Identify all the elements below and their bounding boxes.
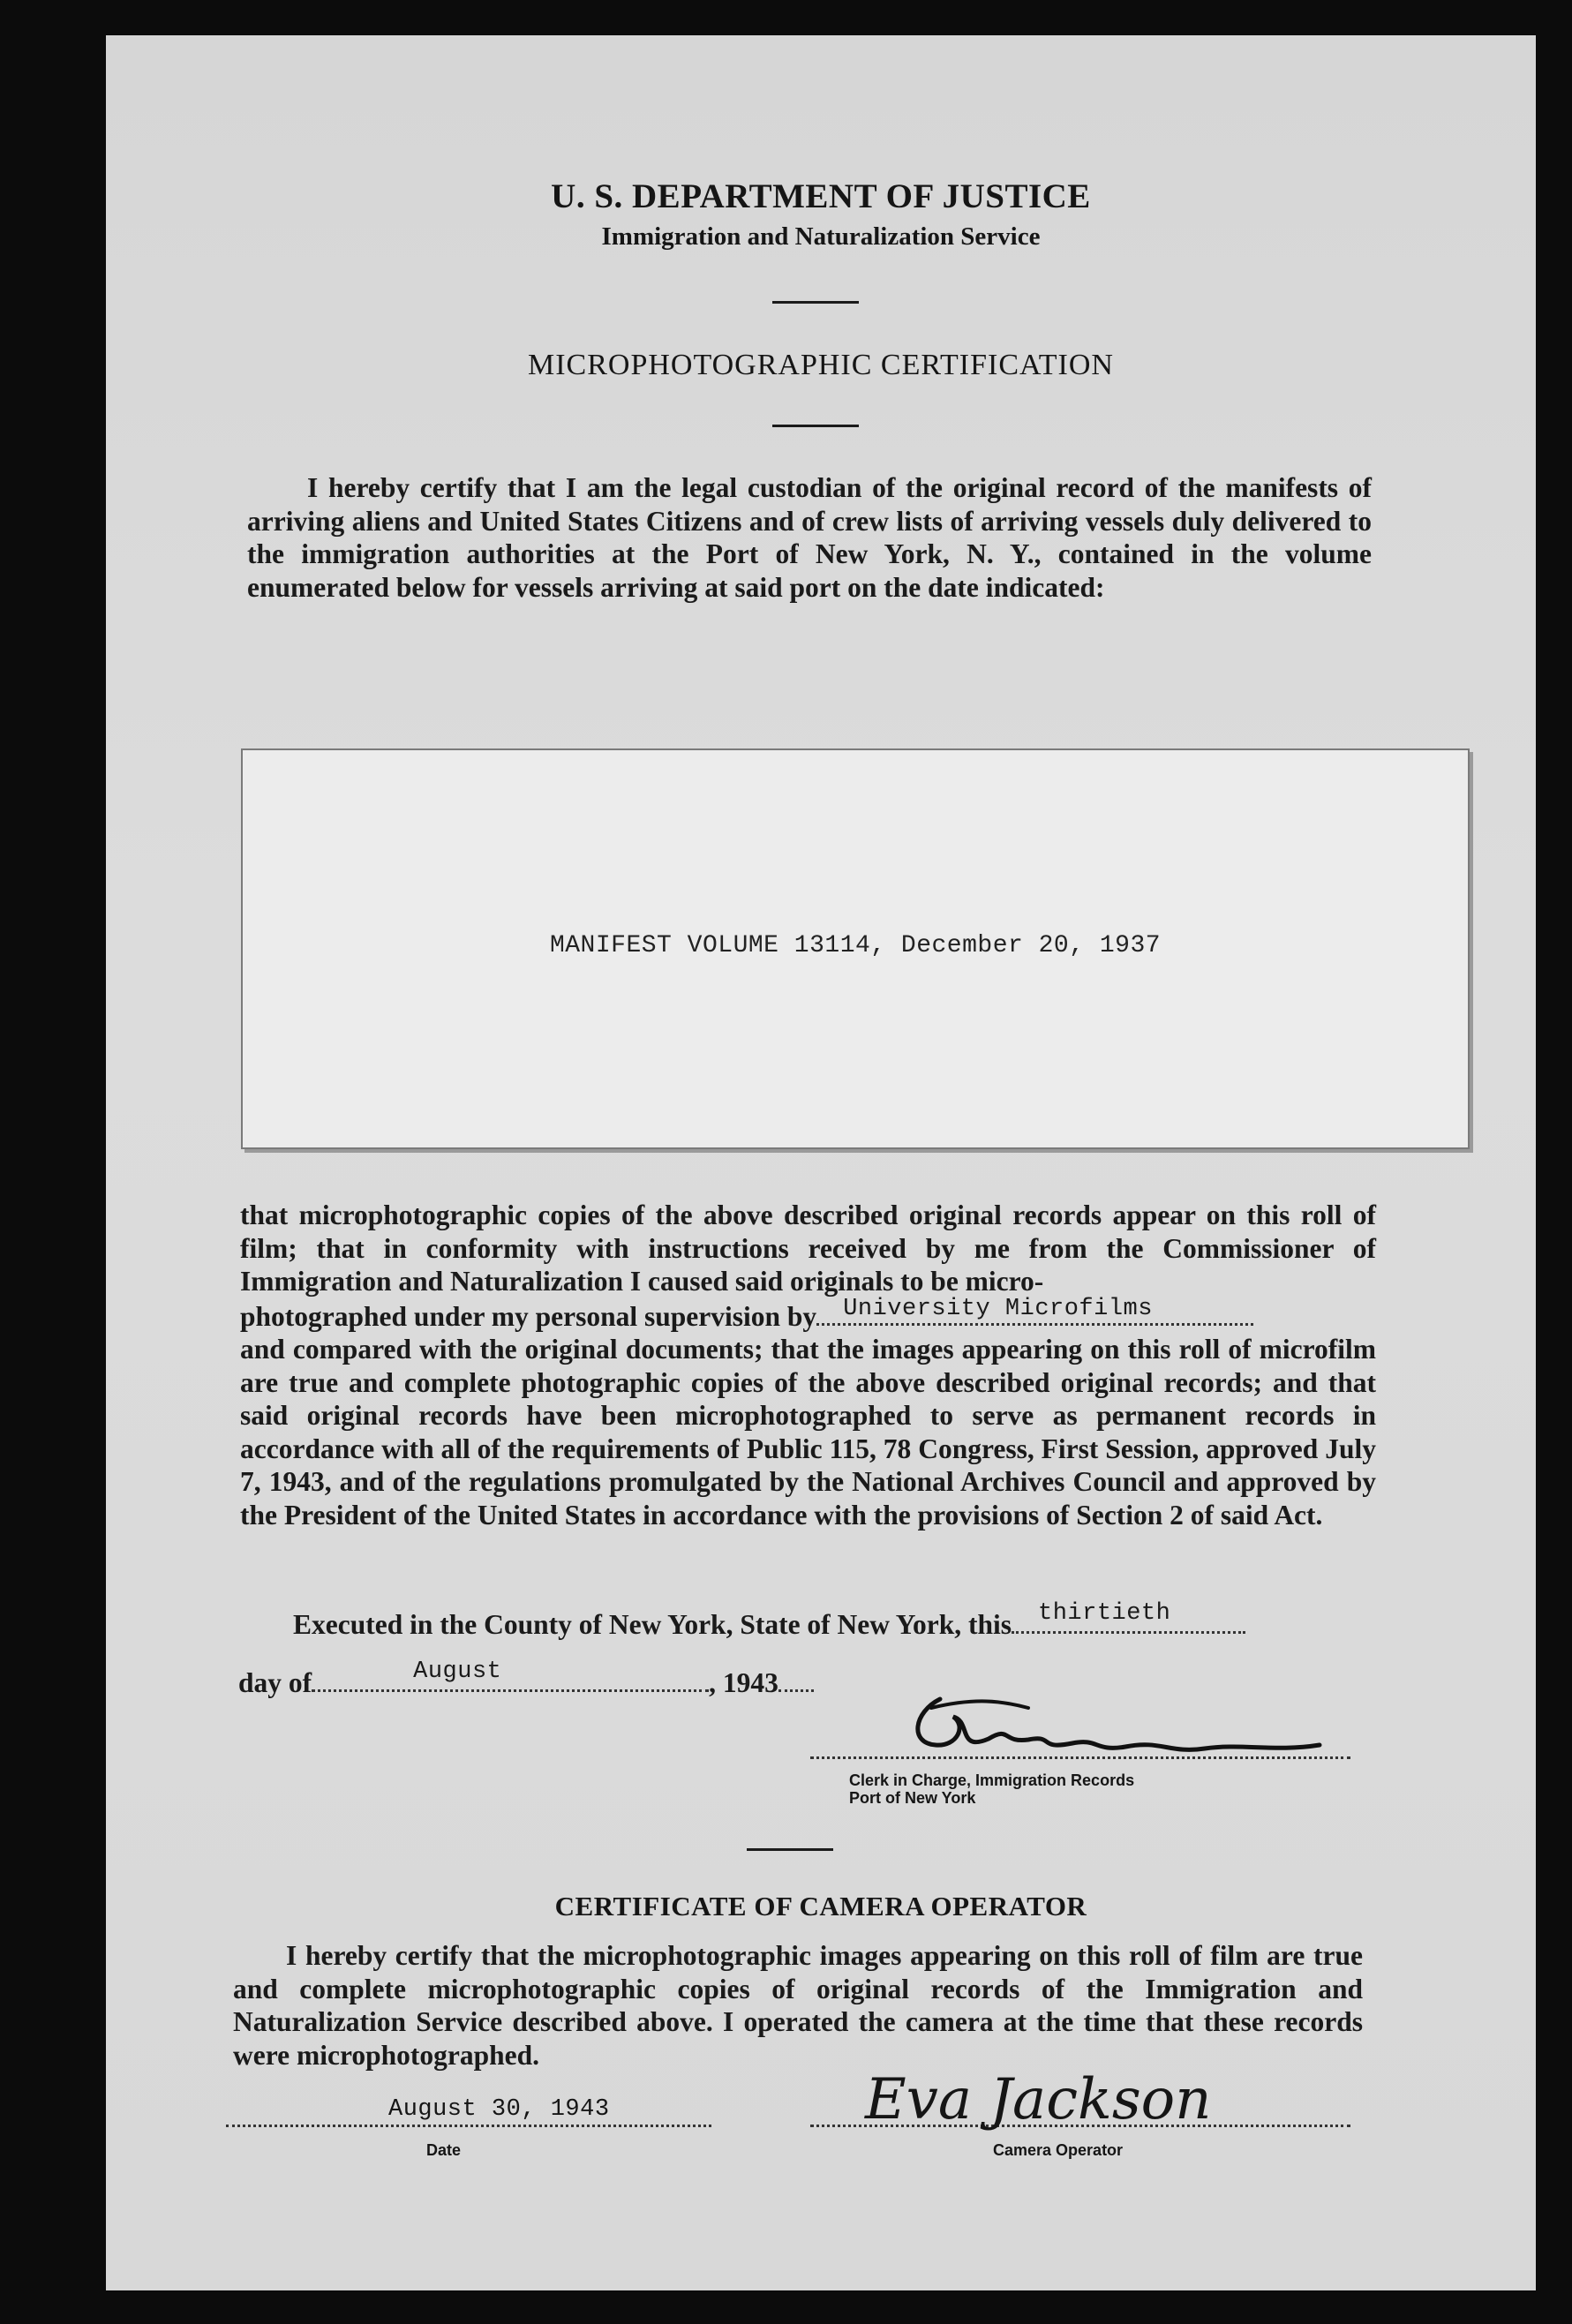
date-field-line bbox=[226, 2125, 711, 2127]
operator-signature: Eva Jackson bbox=[865, 2067, 1212, 2132]
service-subheading: Immigration and Naturalization Service bbox=[601, 222, 1041, 251]
date-value: August 30, 1943 bbox=[388, 2096, 610, 2123]
camera-certificate-paragraph: I hereby certify that the microphotographic images appearing on this roll of film are true and complete microphotographic copies of original records of the Immigration and Naturalization Service described above. I operated the camera at the time that these records were microphotographed. bbox=[233, 1940, 1363, 2071]
divider bbox=[772, 425, 859, 427]
certification-body bbox=[240, 1199, 1376, 1531]
certificate-title: MICROPHOTOGRAPHIC CERTIFICATION bbox=[527, 349, 1114, 381]
divider bbox=[747, 1848, 833, 1851]
operator-label: Camera Operator bbox=[993, 2141, 1124, 2159]
body-text-1: that microphotographic copies of the above described original records appear on this roll of film; that in conformity with instructions received by me from the Commissioner of Immigration and Naturalization I caused said originals to be micro- bbox=[240, 1200, 1376, 1297]
certificate-sheet bbox=[106, 35, 1536, 2290]
clerk-title-line1: Clerk in Charge, Immigration Records bbox=[849, 1771, 1135, 1789]
department-heading: U. S. DEPARTMENT OF JUSTICE bbox=[551, 177, 1091, 215]
filmed-by-field bbox=[816, 1295, 1253, 1326]
year-digit: 3 bbox=[764, 1667, 778, 1698]
month-value: August bbox=[413, 1658, 502, 1685]
filmed-by-value: University Microfilms bbox=[843, 1295, 1153, 1322]
clerk-title-line2: Port of New York bbox=[849, 1789, 976, 1807]
execution-prefix: Executed in the County of New York, State of New York, this bbox=[293, 1609, 1012, 1640]
intro-paragraph: I hereby certify that I am the legal custodian of the original record of the manifests of arriving aliens and United States Citizens and of crew lists of arriving vessels duly delivered to the immigration authorities at the Port of New York, N. Y., contained in the volume enumerated below for vessels arriving at said port on the date indicated: bbox=[247, 472, 1372, 603]
filmed-by-line bbox=[240, 1295, 1376, 1334]
year-prefix: , 194 bbox=[709, 1667, 765, 1698]
manifest-volume-text: MANIFEST VOLUME 13114, December 20, 1937 bbox=[549, 932, 1162, 959]
divider bbox=[772, 301, 859, 304]
date-line bbox=[238, 1658, 944, 1700]
body-text-2: photographed under my personal supervision by bbox=[240, 1300, 817, 1332]
day-value: thirtieth bbox=[1038, 1600, 1171, 1627]
day-field bbox=[1012, 1600, 1245, 1634]
manifest-inset-card bbox=[241, 748, 1470, 1149]
year-dots bbox=[778, 1665, 814, 1692]
body-text-3: and compared with the original documents; that the images appearing on this roll of microfilm are true and complete photographic copies of the above described original records; and that said original records have been microphotographed to serve as permanent records in accordance with all of the requirements of Public 115, 78 Congress, First Session, approved July 7, 1943, and of the regulations promulgated by the National Archives Council and approved by the President of the United States in accordance with the provisions of Section 2 of said Act. bbox=[240, 1334, 1376, 1531]
execution-line bbox=[293, 1600, 1388, 1642]
month-field bbox=[312, 1658, 709, 1692]
date-label: Date bbox=[426, 2141, 462, 2159]
clerk-signature bbox=[905, 1681, 1328, 1770]
camera-certificate-heading: CERTIFICATE OF CAMERA OPERATOR bbox=[554, 1891, 1087, 1922]
day-of-label: day of bbox=[238, 1667, 312, 1698]
